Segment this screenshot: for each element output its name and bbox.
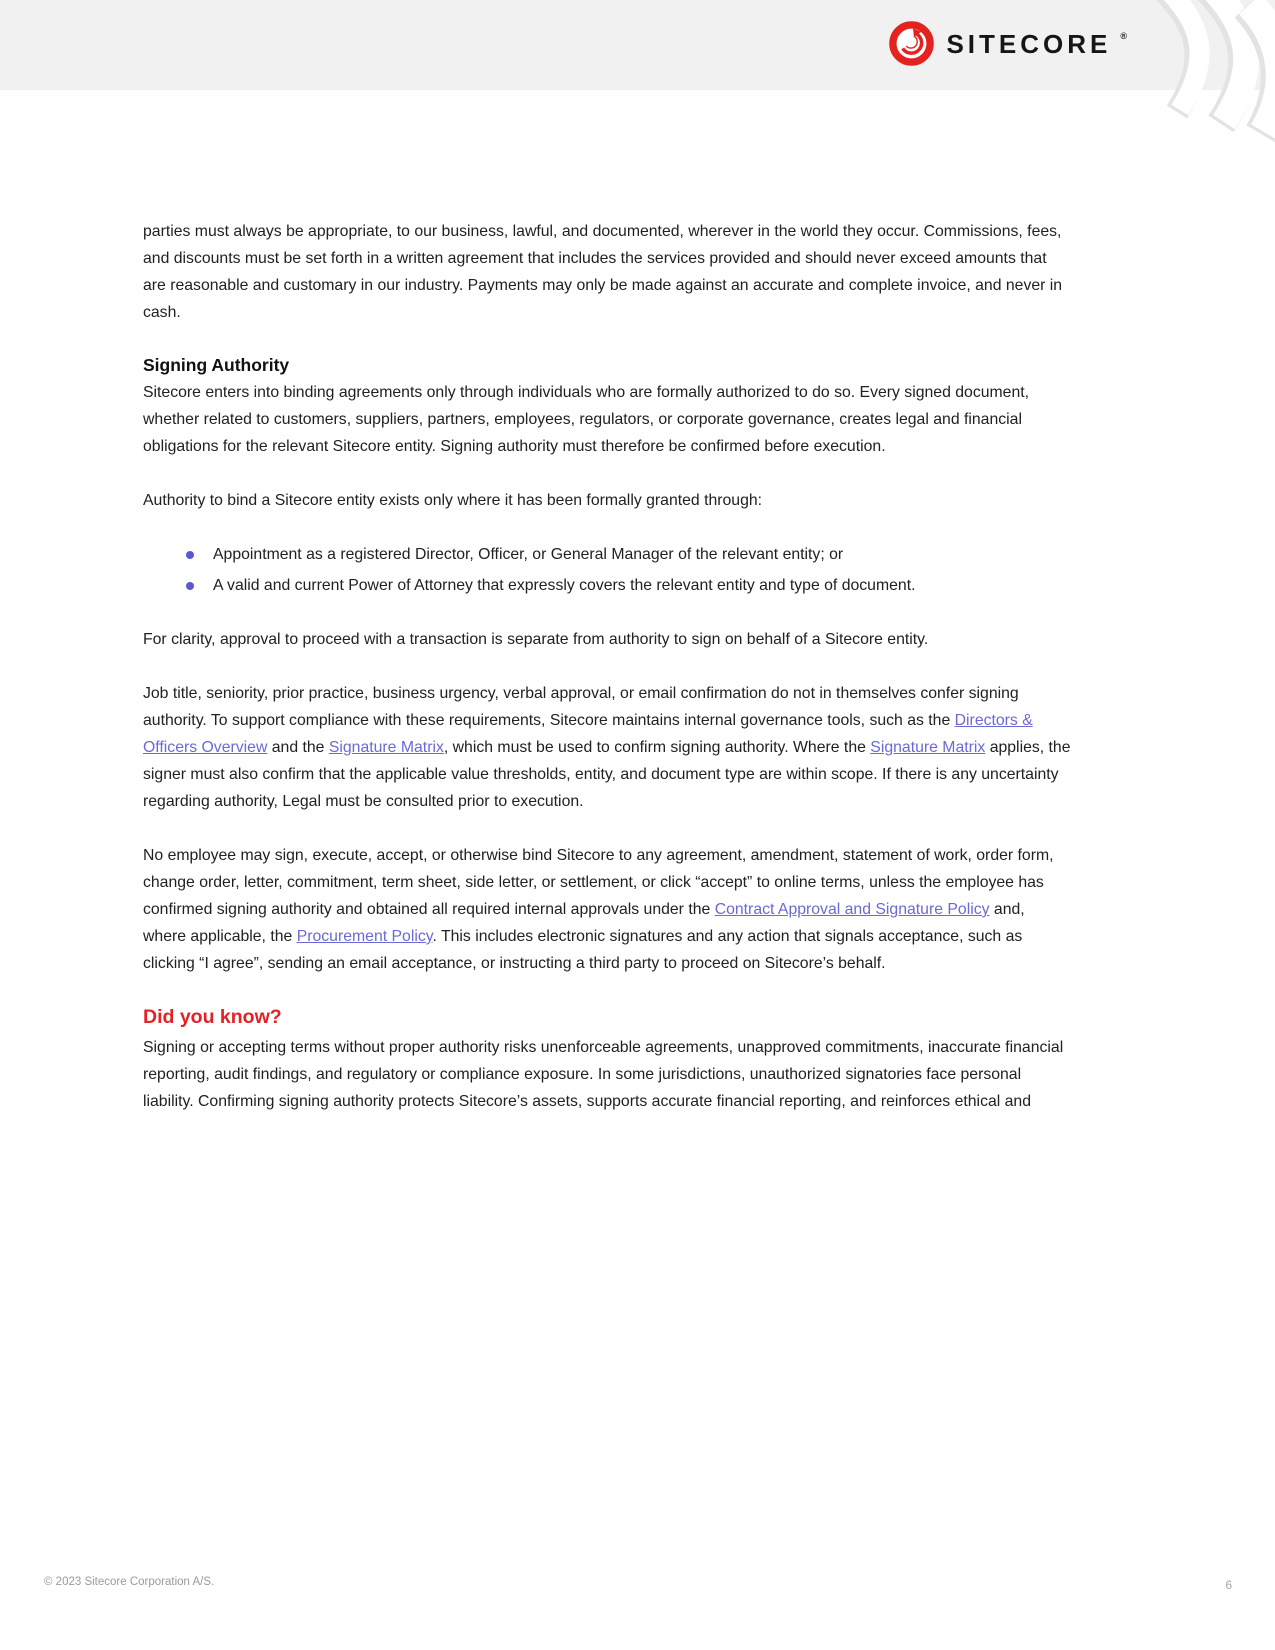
copyright: © 2023 Sitecore Corporation A/S.	[44, 1576, 215, 1588]
text-segment: . This includes electronic signatures and any action that signals acceptance, such as clicking “I agree”, sending an email acceptance, or instructing a third party to proceed on Sitecore’s behalf.	[143, 928, 1023, 972]
paragraph-did-you-know: Signing or accepting terms without proper authority risks unenforceable agreements, unapproved commitments, inaccurate financial reporting, audit findings, and regulatory or compliance exposure. In some jurisdictions, unauthorized signatories face personal liability. Confirming signing authority protects Sitecore’s assets, supports accurate financial reporting, and reinforces ethical and	[143, 1039, 1064, 1110]
page-header	[0, 0, 1275, 90]
list-item	[143, 572, 1071, 599]
sitecore-logo-icon	[888, 20, 935, 67]
authority-list	[143, 541, 1071, 599]
text-segment: Job title, seniority, prior practice, business urgency, verbal approval, or email confirmation do not in themselves confer signing authority. To support compliance with these requirements, Sitecore maintains internal governance tools, such as the	[143, 685, 1019, 729]
link-directors-officers-overview[interactable]: Directors & Officers Overview	[143, 712, 1033, 756]
link-signature-matrix-2[interactable]: Signature Matrix	[870, 739, 986, 756]
did-you-know-heading: Did you know?	[143, 1006, 282, 1028]
bullet-icon	[186, 582, 194, 590]
paragraph-governance-tools	[143, 680, 1071, 815]
paragraph-third-parties: parties must always be appropriate, to our business, lawful, and documented, wherever in the world they occur. Commissions, fees, and discounts must be set forth in a written agreement that includes the services provided and should never exceed amounts that are reasonable and customary in our industry. Payments may only be made against an accurate and complete invoice, and never in cash.	[143, 223, 1063, 321]
paragraph-for-clarity: For clarity, approval to proceed with a transaction is separate from authority to sign on behalf of a Sitecore entity.	[143, 631, 929, 648]
paragraph-binding-agreements: Sitecore enters into binding agreements only through individuals who are formally authorized to do so. Every signed document, whether related to customers, suppliers, partners, employees, regulators, or corporate governance, creates legal and financial obligations for the relevant Sitecore entity. Signing authority must therefore be confirmed before execution.	[143, 384, 1030, 455]
list-item-text: A valid and current Power of Attorney that expressly covers the relevant entity and type of document.	[213, 577, 916, 594]
link-contract-approval-signature-policy[interactable]: Contract Approval and Signature Policy	[714, 901, 990, 918]
bullet-icon	[186, 551, 194, 559]
paragraph-authority-granted: Authority to bind a Sitecore entity exists only where it has been formally granted through:	[143, 492, 763, 509]
list-item-text: Appointment as a registered Director, Officer, or General Manager of the relevant entity; or	[213, 546, 844, 563]
trademark-symbol: ®	[1120, 30, 1127, 41]
link-procurement-policy[interactable]: Procurement Policy	[296, 928, 433, 945]
section-heading-signing-authority: Signing Authority	[143, 355, 290, 375]
link-signature-matrix[interactable]: Signature Matrix	[328, 739, 444, 756]
document-content	[143, 218, 1071, 1142]
page-number: 6	[1225, 1578, 1232, 1592]
text-segment: , which must be used to confirm signing authority. Where the	[443, 739, 871, 756]
paragraph-no-employee	[143, 842, 1071, 977]
text-segment: applies, the signer must also confirm that the applicable value thresholds, entity, and document type are within scope. If there is any uncertainty regarding authority, Legal must be consulted prior to execution.	[143, 739, 1071, 810]
text-segment: and the	[267, 739, 329, 756]
text-segment: and, where applicable, the	[143, 901, 1025, 945]
list-item	[143, 541, 1071, 568]
sitecore-logo	[888, 20, 1129, 67]
sitecore-wordmark: SITECORE	[946, 28, 1112, 59]
text-segment: No employee may sign, execute, accept, or otherwise bind Sitecore to any agreement, amendment, statement of work, order form, change order, letter, commitment, term sheet, side letter, or settlement, or click “accept” to online terms, unless the employee has confirmed signing authority and obtained all required internal approvals under the	[143, 847, 1054, 918]
